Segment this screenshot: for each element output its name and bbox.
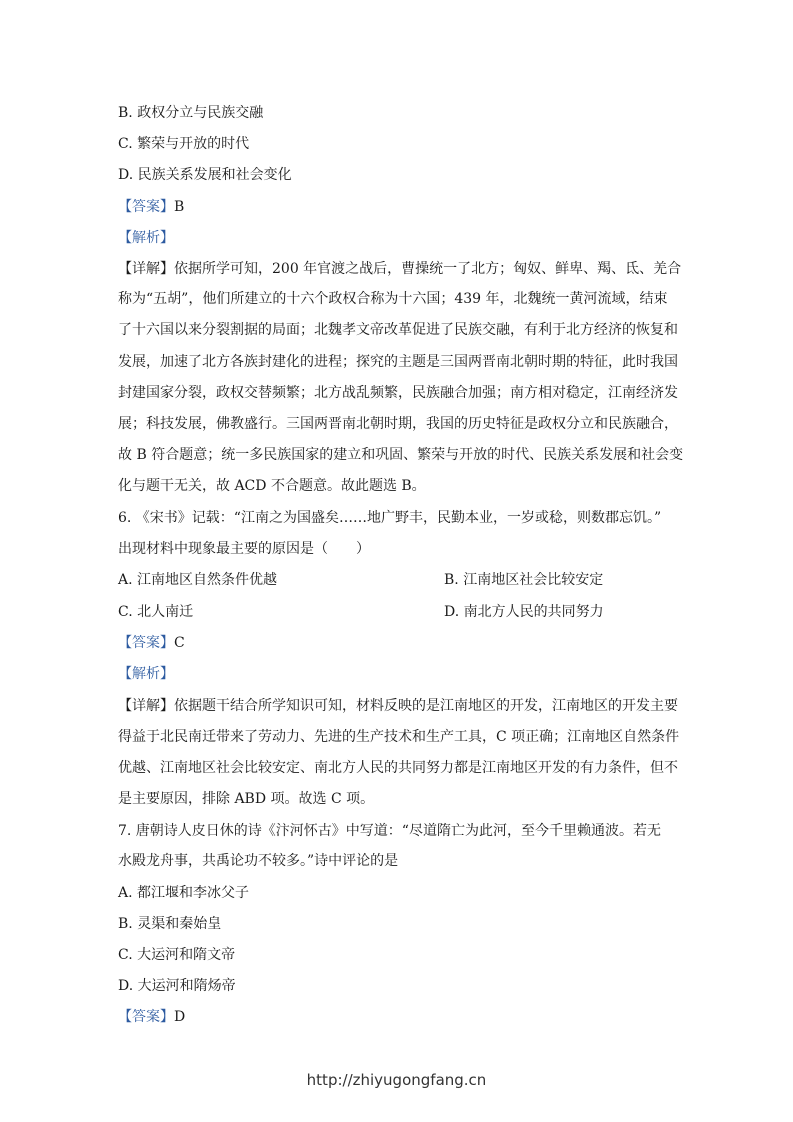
q5-detail-line: 了十六国以来分裂割据的局面；北魏孝文帝改革促进了民族交融，有利于北方经济的恢复和 bbox=[118, 322, 678, 338]
answer-tag: 【答案】 bbox=[118, 635, 174, 651]
q6-answer bbox=[118, 634, 185, 652]
answer-tag: 【答案】 bbox=[118, 199, 174, 215]
q6-option-b: B. 江南地区社会比较安定 bbox=[444, 572, 604, 588]
q5-detail-line: 【详解】依据所学可知，200 年官渡之战后，曹操统一了北方；匈奴、鲜卑、羯、氐、羌合 bbox=[118, 261, 682, 277]
q5-detail-line: 封建国家分裂，政权交替频繁；北方战乱频繁，民族融合加强；南方相对稳定，江南经济发 bbox=[118, 385, 678, 401]
answer-value: B bbox=[174, 199, 185, 215]
q5-option-d: D. 民族关系发展和社会变化 bbox=[118, 167, 292, 183]
q5-detail-line: 称为“五胡”，他们所建立的十六个政权合称为十六国；439 年，北魏统一黄河流域，结束 bbox=[118, 291, 668, 307]
q5-detail-line: 故 B 符合题意；统一多民族国家的建立和巩固、繁荣与开放的时代、民族关系发展和社会变 bbox=[118, 447, 684, 463]
q6-analysis-tag: 【解析】 bbox=[118, 666, 174, 682]
q5-answer bbox=[118, 198, 184, 216]
q7-answer bbox=[118, 1008, 185, 1026]
q7-option-b: B. 灵渠和秦始皇 bbox=[118, 916, 222, 932]
q5-detail-line: 化与题干无关，故 ACD 不合题意。故此题选 B。 bbox=[118, 478, 426, 494]
q6-detail-line: 得益于北民南迁带来了劳动力、先进的生产技术和生产工具，C 项正确；江南地区自然条件 bbox=[118, 729, 680, 745]
q6-option-c: C. 北人南迁 bbox=[118, 604, 194, 620]
q7-option-c: C. 大运河和隋文帝 bbox=[118, 947, 236, 963]
q6-detail-line: 是主要原因，排除 ABD 项。故选 C 项。 bbox=[118, 791, 375, 807]
q7-option-d: D. 大运河和隋炀帝 bbox=[118, 978, 236, 994]
q5-option-b: B. 政权分立与民族交融 bbox=[118, 105, 264, 121]
q5-option-c: C. 繁荣与开放的时代 bbox=[118, 136, 250, 152]
q5-analysis-tag: 【解析】 bbox=[118, 230, 174, 246]
q6-detail-line: 优越、江南地区社会比较安定、南北方人民的共同努力都是江南地区开发的有力条件，但不 bbox=[118, 760, 678, 776]
q7-stem-line: 7. 唐朝诗人皮日休的诗《汴河怀古》中写道：“尽道隋亡为此河，至今千里赖通波。若无 bbox=[118, 823, 661, 839]
answer-tag: 【答案】 bbox=[118, 1009, 174, 1025]
q7-stem-line: 水殿龙舟事，共禹论功不较多。”诗中评论的是 bbox=[118, 853, 399, 869]
q6-stem-line: 出现材料中现象最主要的原因是（ ） bbox=[118, 541, 370, 557]
answer-value: D bbox=[174, 1009, 186, 1025]
footer-url[interactable]: http://zhiyugongfang.cn bbox=[306, 1071, 487, 1089]
q6-detail-line: 【详解】依据题干结合所学知识可知，材料反映的是江南地区的开发，江南地区的开发主要 bbox=[118, 698, 678, 714]
q5-detail-line: 发展，加速了北方各族封建化的进程；探究的主题是三国两晋南北朝时期的特征，此时我国 bbox=[118, 354, 678, 370]
q6-stem-line: 6. 《宋书》记载：“江南之为国盛矣……地广野丰，民勤本业，一岁或稔，则数郡忘饥。” bbox=[118, 510, 662, 526]
answer-value: C bbox=[174, 635, 185, 651]
q7-option-a: A. 都江堰和李冰父子 bbox=[118, 885, 250, 901]
q6-option-a: A. 江南地区自然条件优越 bbox=[118, 572, 278, 588]
q5-detail-line: 展；科技发展，佛教盛行。三国两晋南北朝时期，我国的历史特征是政权分立和民族融合， bbox=[118, 416, 678, 432]
q6-option-d: D. 南北方人民的共同努力 bbox=[444, 604, 604, 620]
